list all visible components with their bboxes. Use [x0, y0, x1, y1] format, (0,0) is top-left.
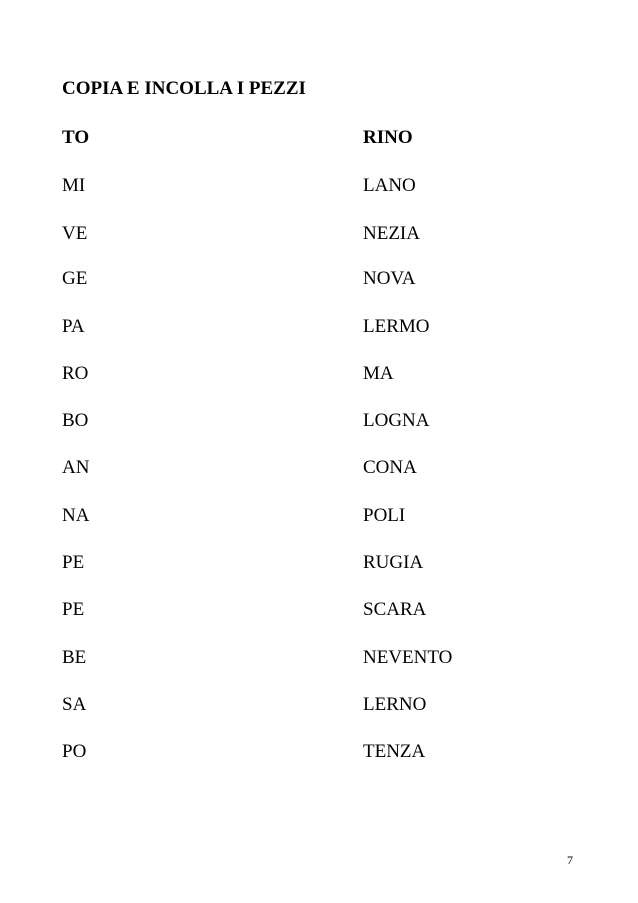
word-row — [0, 222, 638, 246]
syllable-right: NEVENTO — [363, 647, 453, 668]
syllable-left: PA — [62, 316, 85, 337]
page-number: 7 — [567, 853, 573, 867]
word-row — [0, 315, 638, 339]
word-row — [0, 504, 638, 528]
syllable-left: BO — [62, 410, 89, 431]
syllable-right: TENZA — [363, 741, 426, 762]
syllable-left: BE — [62, 647, 87, 668]
syllable-left: AN — [62, 457, 90, 478]
word-row — [0, 174, 638, 198]
syllable-left: SA — [62, 694, 87, 715]
syllable-right: LANO — [363, 175, 416, 196]
word-row — [0, 693, 638, 717]
header-row — [0, 126, 638, 150]
syllable-left: RO — [62, 363, 89, 384]
syllable-right: LOGNA — [363, 410, 430, 431]
syllable-left: NA — [62, 505, 90, 526]
syllable-left: TO — [62, 127, 90, 148]
syllable-right: MA — [363, 363, 394, 384]
word-row — [0, 362, 638, 386]
syllable-left: GE — [62, 268, 88, 289]
syllable-right: POLI — [363, 505, 406, 526]
syllable-left: PE — [62, 599, 85, 620]
syllable-right: NEZIA — [363, 223, 420, 244]
word-row — [0, 267, 638, 291]
page-title: COPIA E INCOLLA I PEZZI — [62, 78, 306, 99]
syllable-right: LERMO — [363, 316, 430, 337]
syllable-left: PE — [62, 552, 85, 573]
word-row — [0, 740, 638, 764]
syllable-right: LERNO — [363, 694, 427, 715]
syllable-right: SCARA — [363, 599, 427, 620]
word-row — [0, 456, 638, 480]
word-row — [0, 409, 638, 433]
syllable-left: VE — [62, 223, 88, 244]
syllable-right: NOVA — [363, 268, 416, 289]
word-row — [0, 646, 638, 670]
word-row — [0, 598, 638, 622]
syllable-right: RUGIA — [363, 552, 424, 573]
syllable-left: PO — [62, 741, 87, 762]
syllable-left: MI — [62, 175, 86, 196]
word-row — [0, 551, 638, 575]
syllable-right: CONA — [363, 457, 417, 478]
syllable-right: RINO — [363, 127, 413, 148]
